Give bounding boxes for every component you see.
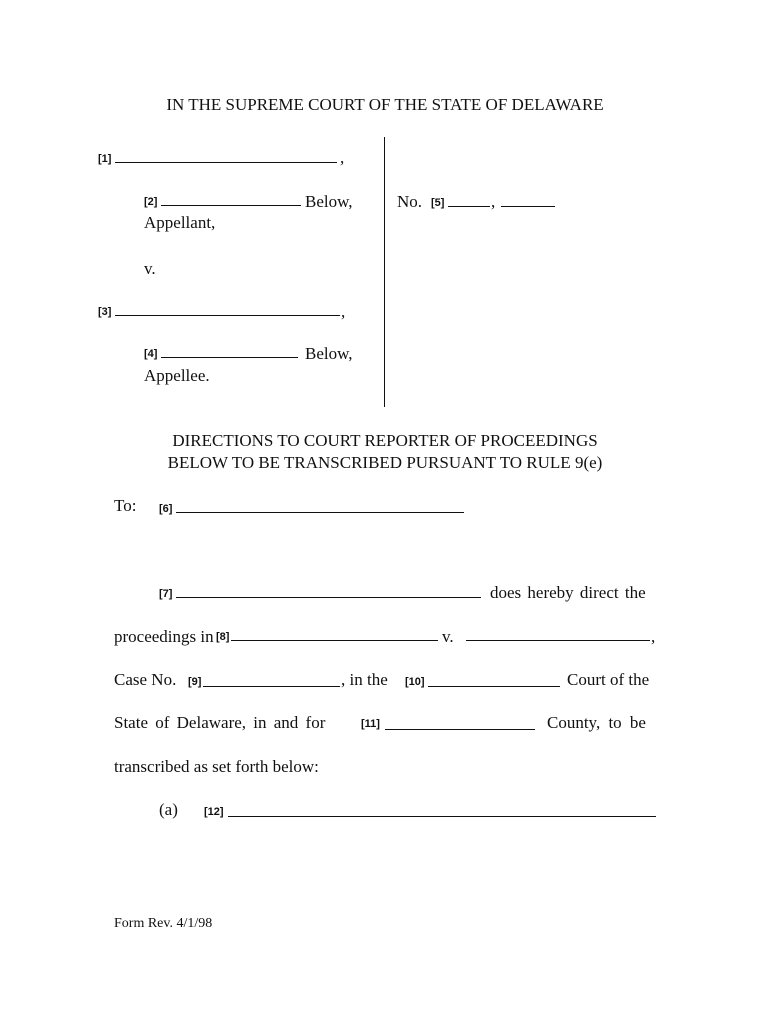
field-9-tag: [9] xyxy=(188,676,202,688)
appellant-label: Appellant, xyxy=(144,213,216,232)
field-8b-line[interactable] xyxy=(466,640,650,641)
field-12-line[interactable] xyxy=(228,816,656,817)
case-number-label: No. xyxy=(397,192,423,211)
field-7-line[interactable] xyxy=(176,597,481,598)
field-8-tag: [8] xyxy=(216,631,230,643)
county-text: County, to be xyxy=(547,713,646,732)
field-1-line[interactable] xyxy=(115,162,337,163)
field-12-tag: [12] xyxy=(204,806,224,818)
court-title: IN THE SUPREME COURT OF THE STATE OF DELAWARE xyxy=(166,95,604,114)
caption-divider xyxy=(384,137,385,407)
to-label: To: xyxy=(114,496,137,515)
field-2-line[interactable] xyxy=(161,205,301,206)
field-3-tag: [3] xyxy=(98,306,112,318)
appellee-label: Appellee. xyxy=(144,366,210,385)
field-1-tag: [1] xyxy=(98,153,112,165)
field-8-line[interactable] xyxy=(231,640,438,641)
court-of-the-text: Court of the xyxy=(567,670,650,689)
field-9-line[interactable] xyxy=(203,686,340,687)
field-6-line[interactable] xyxy=(176,512,464,513)
below-label-1: Below, xyxy=(305,192,353,211)
field-5-comma: , xyxy=(491,192,496,211)
case-no-text: Case No. xyxy=(114,670,177,689)
field-3-comma: , xyxy=(341,302,346,321)
transcribed-text: transcribed as set forth below: xyxy=(114,757,319,776)
body-versus: v. xyxy=(442,627,454,646)
directions-heading-line2: BELOW TO BE TRANSCRIBED PURSUANT TO RULE 9(e) xyxy=(167,453,603,472)
field-4-line[interactable] xyxy=(161,357,298,358)
field-1-comma: , xyxy=(340,148,345,167)
field-8b-comma: , xyxy=(651,627,656,646)
field-2-tag: [2] xyxy=(144,196,158,208)
does-direct-text: does hereby direct the xyxy=(490,583,646,602)
field-5-line[interactable] xyxy=(448,206,490,207)
field-7-tag: [7] xyxy=(159,588,173,600)
field-4-tag: [4] xyxy=(144,348,158,360)
field-5b-line[interactable] xyxy=(501,206,555,207)
field-10-tag: [10] xyxy=(405,676,425,688)
form-revision: Form Rev. 4/1/98 xyxy=(114,916,213,931)
proceedings-in-text: proceedings in xyxy=(114,627,214,646)
state-of-text: State of Delaware, in and for xyxy=(114,713,326,732)
field-10-line[interactable] xyxy=(428,686,560,687)
field-11-tag: [11] xyxy=(361,718,380,730)
field-11-line[interactable] xyxy=(385,729,535,730)
item-a-label: (a) xyxy=(159,800,178,819)
field-6-tag: [6] xyxy=(159,503,173,515)
field-3-line[interactable] xyxy=(115,315,340,316)
in-the-text: , in the xyxy=(341,670,388,689)
below-label-2: Below, xyxy=(305,344,353,363)
directions-heading-line1: DIRECTIONS TO COURT REPORTER OF PROCEEDINGS xyxy=(172,431,598,450)
caption-versus: v. xyxy=(144,259,156,278)
field-5-tag: [5] xyxy=(431,197,445,209)
